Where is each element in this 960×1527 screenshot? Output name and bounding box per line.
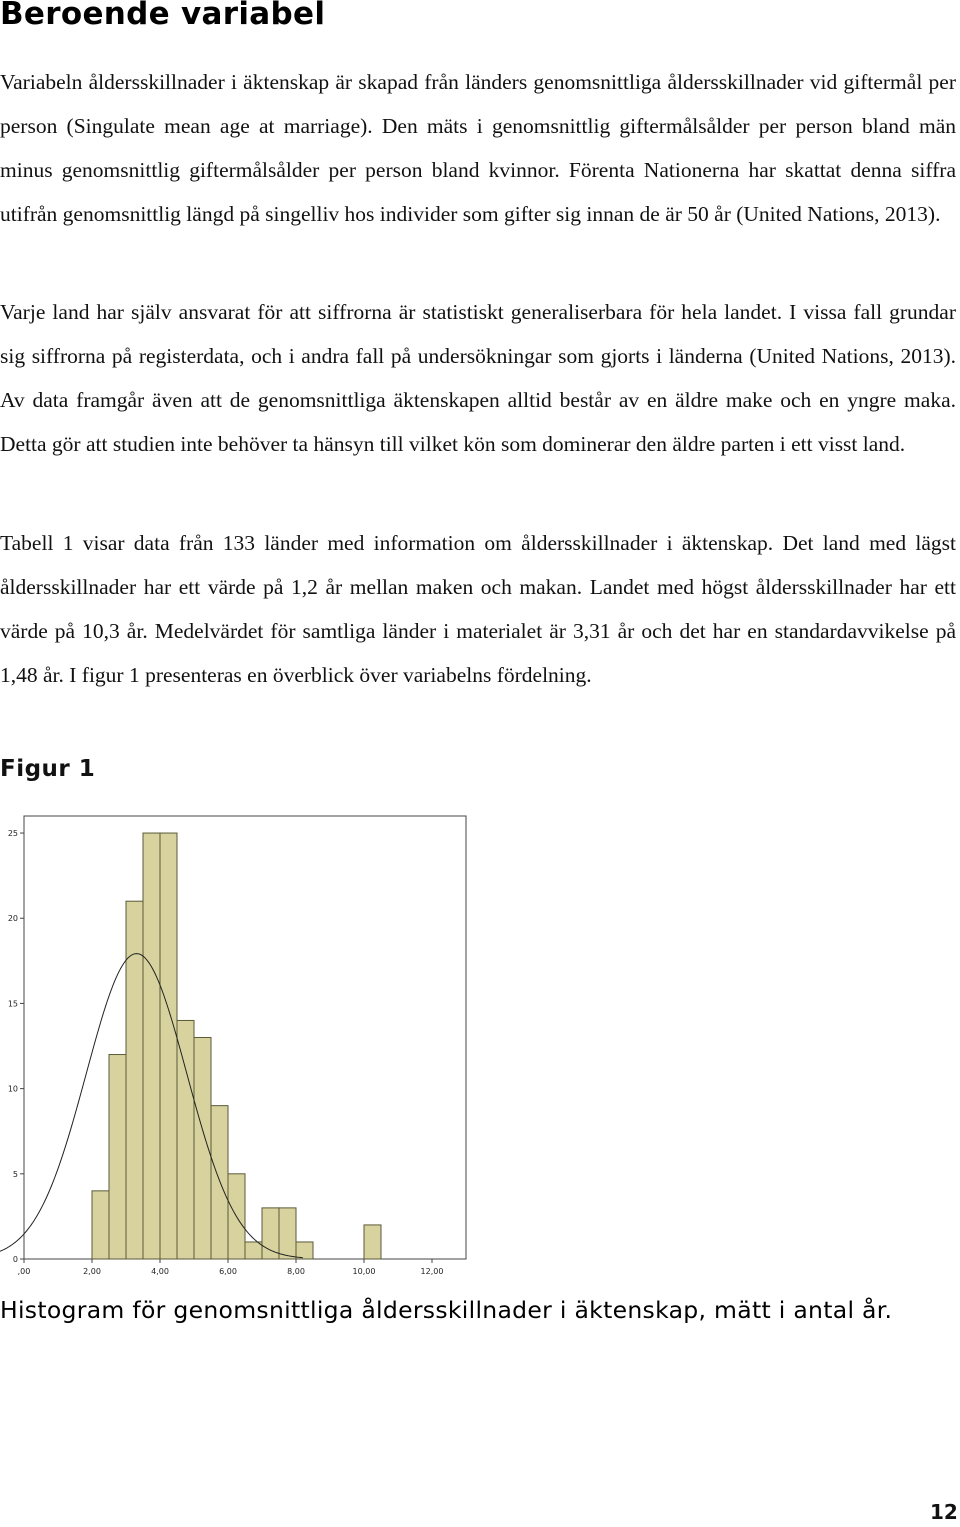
y-tick-label: 20 — [7, 914, 18, 924]
histogram-bar — [245, 1242, 262, 1259]
histogram-bar — [92, 1191, 109, 1259]
y-tick-label: 15 — [7, 999, 18, 1009]
x-tick-label: 10,00 — [352, 1267, 376, 1276]
histogram-bar — [262, 1208, 279, 1259]
histogram-bar — [296, 1242, 313, 1259]
histogram-bar — [109, 1055, 126, 1259]
x-tick-label: 4,00 — [151, 1267, 169, 1276]
figure-caption: Histogram för genomsnittliga åldersskillnader i äktenskap, mätt i antal år. — [0, 1296, 893, 1324]
y-tick-label: 5 — [12, 1169, 18, 1179]
x-tick-label: 6,00 — [219, 1267, 237, 1276]
figure-label: Figur 1 — [0, 756, 96, 782]
histogram-bar — [177, 1020, 194, 1259]
histogram-bar — [160, 833, 177, 1259]
paragraph-dependent-variable: Variabeln åldersskillnader i äktenskap är skapad från länders genomsnittliga åldersskillnader vid giftermål per person (Singulate mean age at marriage). Den mäts i genomsnittlig giftermålsålder per person bland män minus genomsnittlig giftermålsålder per person bland kvinnor. Förenta Nationerna har skattat denna siffra utifrån genomsnittlig längd på singelliv hos individer som gifter sig innan de är 50 år (United Nations, 2013). — [0, 70, 956, 226]
y-tick-label: 0 — [12, 1255, 18, 1264]
paragraph-data-quality: Varje land har själv ansvarat för att siffrorna är statistiskt generaliserbara för hela landet. I vissa fall grundar sig siffrorna på registerdata, och i andra fall på undersökningar som gjorts i länderna (United Nations, 2013). Av data framgår även att de genomsnittliga äktenskapen alltid består av en äldre make och en yngre maka. Detta gör att studien inte behöver ta hänsyn till vilket kön som dominerar den äldre parten i ett visst land. — [0, 300, 956, 456]
histogram-bar — [143, 833, 160, 1259]
x-tick-label: ,00 — [17, 1267, 31, 1276]
page-number: 12 — [930, 1500, 958, 1524]
histogram-bar — [279, 1208, 296, 1259]
x-tick-label: 8,00 — [287, 1267, 305, 1276]
x-tick-label: 2,00 — [83, 1267, 101, 1276]
section-heading: Beroende variabel — [0, 0, 326, 32]
histogram-chart — [0, 808, 480, 1278]
paragraph-descriptive-stats: Tabell 1 visar data från 133 länder med information om åldersskillnader i äktenskap. Det land med lägst åldersskillnader har ett värde på 1,2 år mellan maken och makan. Landet med högst åldersskillnader har ett värde på 10,3 år. Medelvärdet för samtliga länder i materialet är 3,31 år och det har en standardavvikelse på 1,48 år. I figur 1 presenteras en överblick över variabelns fördelning. — [0, 531, 956, 687]
x-tick-label: 12,00 — [420, 1267, 444, 1276]
y-tick-label: 25 — [7, 829, 18, 839]
y-tick-label: 10 — [7, 1084, 18, 1094]
histogram-bar — [211, 1106, 228, 1259]
histogram-bar — [364, 1225, 381, 1259]
